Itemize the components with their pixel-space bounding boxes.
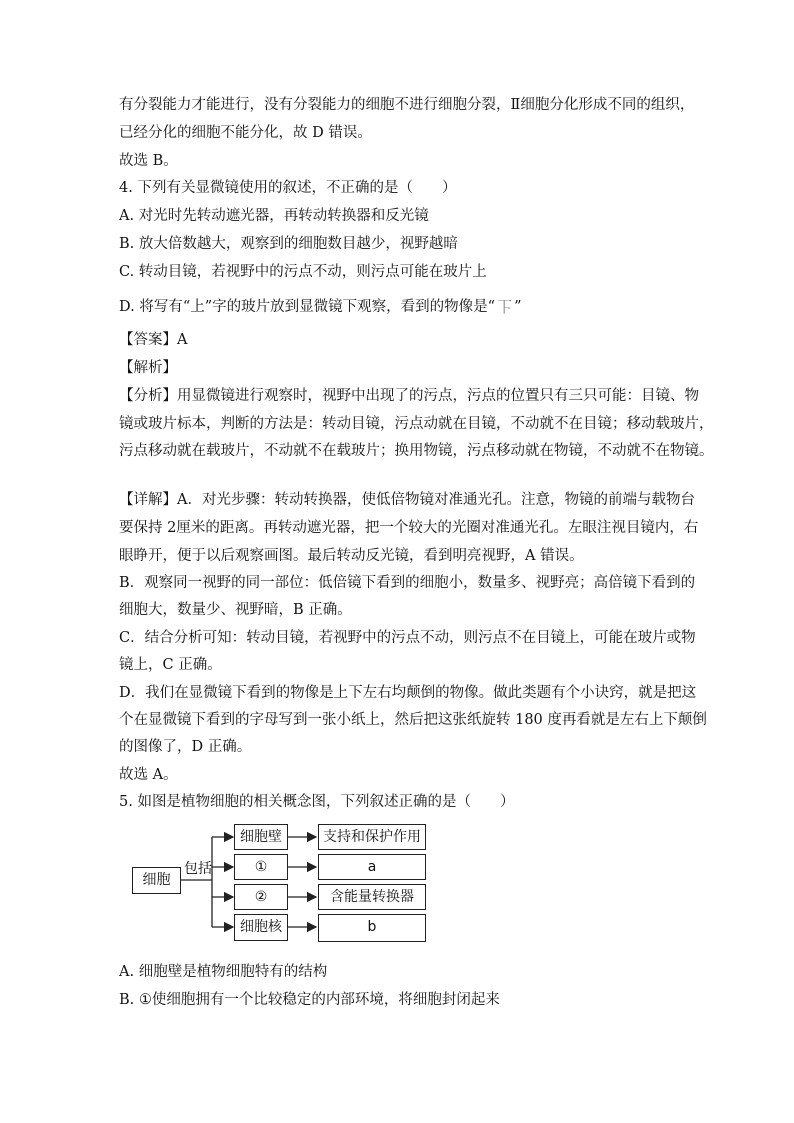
result-node-b: b [318, 914, 426, 942]
q4-option-b: B. 放大倍数越大，观察到的细胞数目越少，视野越暗 [119, 236, 458, 252]
detail-line: 眼睁开，便于以后观察画图。最后转动反光镜，看到明亮视野，A 错误。 [119, 548, 584, 564]
detail-line: 个在显微镜下看到的字母写到一张小纸上，然后把这张纸旋转 180 度再看就是左右上下颠倒 [119, 712, 707, 728]
analysis-title: 【解析】 [119, 360, 177, 376]
analysis-line: 【分析】用显微镜进行观察时，视野中出现了的污点，污点的位置只有三只可能：目镜、物 [119, 388, 699, 404]
q4-option-d [119, 296, 689, 317]
analysis-line: 镜或玻片标本，判断的方法是：转动目镜，污点动就在目镜，不动就不在目镜；移动载玻片， [119, 416, 714, 432]
detail-line: 镜上，C 正确。 [119, 657, 222, 673]
part-node-cell-wall: 细胞壁 [234, 824, 288, 850]
question-5-stem: 5. 如图是植物细胞的相关概念图，下列叙述正确的是（ ） [119, 794, 515, 810]
answer-label: 【答案】A [119, 332, 188, 348]
q5-option-b: B. ①使细胞拥有一个比较稳定的内部环境，将细胞封闭起来 [119, 992, 500, 1008]
inverted-character-image: 上 [497, 297, 513, 315]
detail-line: C．结合分析可知：转动目镜，若视野中的污点不动，则污点不在目镜上，可能在玻片或物 [119, 630, 696, 646]
detail-line: 故选 A。 [119, 767, 178, 783]
text-line: 已经分化的细胞不能分化，故 D 错误。 [119, 125, 372, 141]
question-4-stem: 4. 下列有关显微镜使用的叙述，不正确的是（ ） [119, 180, 457, 196]
text-line: 故选 B。 [119, 153, 178, 169]
detail-line: 细胞大，数量少、视野暗，B 正确。 [119, 602, 352, 618]
detail-line: 的图像了，D 正确。 [119, 739, 252, 755]
result-node-a: a [318, 854, 426, 880]
q5-option-a: A. 细胞壁是植物细胞特有的结构 [119, 964, 328, 980]
edge-label-includes: 包括 [184, 861, 212, 877]
root-node-cell: 细胞 [132, 867, 181, 894]
plant-cell-concept-diagram [130, 820, 440, 950]
part-node-nucleus: 细胞核 [234, 914, 288, 941]
detail-line: 要保持 2厘米的距离。再转动遮光器，把一个较大的光圈对准通光孔。左眼注视目镜内，右 [119, 520, 699, 536]
detail-line: D．我们在显微镜下看到的物像是上下左右均颠倒的物像。做此类题有个小诀窍，就是把这 [119, 685, 697, 701]
q4-option-c: C. 转动目镜，若视野中的污点不动，则污点可能在玻片上 [119, 264, 487, 280]
detail-line: B．观察同一视野的同一部位：低倍镜下看到的细胞小，数量多、视野亮；高倍镜下看到的 [119, 575, 696, 591]
q4-option-d-text: D. 将写有“上”字的玻片放到显微镜下观察，看到的物像是“ [119, 299, 496, 315]
part-node-2: ② [234, 884, 288, 910]
detail-line: 【详解】A．对光步骤：转动转换器，使低倍物镜对准通光孔。注意，物镜的前端与载物台 [119, 492, 695, 508]
result-node-support-protect: 支持和保护作用 [318, 824, 426, 850]
result-node-energy-converter: 含能量转换器 [318, 884, 426, 910]
q4-option-d-close: ” [514, 299, 522, 315]
part-node-1: ① [234, 854, 288, 880]
analysis-line: 污点移动就在载玻片，不动就不在载玻片；换用物镜，污点移动就在物镜，不动就不在物镜。 [119, 443, 714, 459]
text-line: 有分裂能力才能进行，没有分裂能力的细胞不进行细胞分裂，Ⅱ细胞分化形成不同的组织， [119, 97, 695, 113]
q4-option-a: A. 对光时先转动遮光器，再转动转换器和反光镜 [119, 208, 429, 224]
